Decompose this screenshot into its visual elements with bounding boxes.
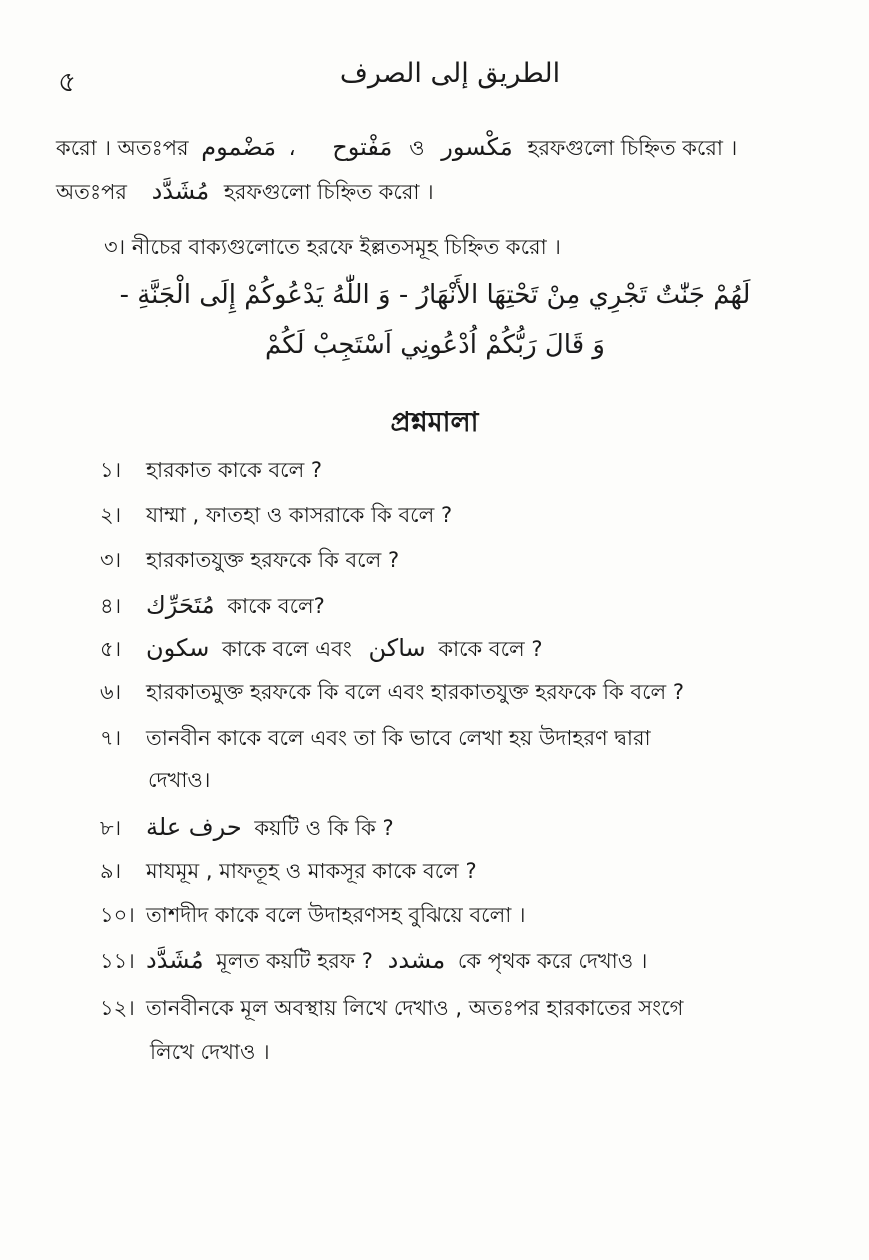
question-continuation: দেখাও। <box>148 768 211 792</box>
page-header <box>0 50 869 100</box>
intro-text: অতঃপর <box>56 180 127 204</box>
question-item <box>100 945 647 976</box>
arabic-verse-1: لَهُمْ جَنّٰتٌ تَجْرِي مِنْ تَحْتِهَا الأَنْهَارُ - وَ اللّٰهُ يَدْعُوكُمْ إِلَى الْجَنَّةِ - <box>119 280 751 310</box>
intro-text: হরফগুলো চিহ্নিত করো । <box>223 180 434 204</box>
question-number: ২। <box>100 503 122 527</box>
arabic-term: مُشَدَّد <box>146 946 204 974</box>
question-number: ১২। <box>100 996 135 1020</box>
arabic-term: ساكن <box>368 634 426 662</box>
question-text: মূলত কয়টি হরফ ? <box>216 949 373 973</box>
question-item <box>100 723 651 753</box>
section-title: প্রশ্নমালা <box>390 407 479 438</box>
question-number: ৪। <box>100 594 122 618</box>
question-text: যাম্মা , ফাতহা ও কাসরাকে কি বলে ? <box>146 503 453 527</box>
question-text: হারকাত কাকে বলে ? <box>146 458 323 482</box>
question-text: কয়টি ও কি কি ? <box>254 816 394 840</box>
question-number: ৮। <box>100 816 122 840</box>
question-item <box>100 545 399 575</box>
intro-line-2 <box>56 176 434 207</box>
question-item <box>100 993 683 1023</box>
question-number: ১০। <box>100 903 135 927</box>
question-continuation: লিখে দেখাও । <box>150 1040 270 1064</box>
arabic-word: مَضْموم <box>201 133 277 161</box>
intro-line-1 <box>56 132 737 163</box>
question-number: ৯। <box>100 859 122 883</box>
question-number: ১। <box>100 458 122 482</box>
question-number: ৭। <box>100 726 122 750</box>
intro-text: হরফগুলো চিহ্নিত করো । <box>527 136 738 160</box>
question-number: ৬। <box>100 680 122 704</box>
question-text: কে পৃথক করে দেখাও । <box>457 949 648 973</box>
question-number: ৩। <box>100 548 122 572</box>
intro-text: ، <box>288 136 296 160</box>
arabic-term: حرف علة <box>146 813 242 841</box>
question-text: কাকে বলে এবং <box>222 637 352 661</box>
question-text: কাকে বলে ? <box>438 637 543 661</box>
page-number: ৫ <box>58 65 77 98</box>
running-title: الطريق إلى الصرف <box>339 58 561 89</box>
question-number: ৫। <box>100 637 122 661</box>
question-item <box>100 500 452 530</box>
question-text: হারকাতযুক্ত হরফকে কি বলে ? <box>146 548 400 572</box>
question-text: মাযমূম , মাফতূহ ও মাকসূর কাকে বলে ? <box>146 859 477 883</box>
question-item <box>100 900 526 930</box>
exercise-3: ৩। নীচের বাক্যগুলোতে হরফে ইল্লতসমূহ চিহ্নিত করো । <box>104 235 561 259</box>
question-text: তানবীনকে মূল অবস্থায় লিখে দেখাও , অতঃপর হারকাতের সংগে <box>146 996 684 1020</box>
arabic-term: مُتَحَرِّك <box>146 591 215 619</box>
question-text: তাশদীদ কাকে বলে উদাহরণসহ বুঝিয়ে বলো । <box>146 903 526 927</box>
question-item <box>100 677 684 707</box>
question-text: হারকাতমুক্ত হরফকে কি বলে এবং হারকাতযুক্ত হরফকে কি বলে ? <box>146 680 684 704</box>
question-item <box>100 633 543 664</box>
question-item <box>100 856 477 886</box>
arabic-term: مشدد <box>387 946 446 974</box>
arabic-word: مَفْتوح <box>332 133 393 161</box>
question-number: ১১। <box>100 949 135 973</box>
question-item <box>100 455 322 485</box>
arabic-word: مُشَدَّد <box>151 177 210 205</box>
arabic-verse-2: وَ قَالَ رَبُّكُمْ اُدْعُونِي اَسْتَجِبْ لَكُمْ <box>265 330 605 360</box>
question-text: কাকে বলে? <box>227 594 325 618</box>
question-item <box>100 590 325 621</box>
intro-text: করো । অতঃপর <box>56 136 189 160</box>
arabic-term: سكون <box>146 634 210 662</box>
intro-text: ও <box>409 136 425 160</box>
question-text: তানবীন কাকে বলে এবং তা কি ভাবে লেখা হয় উদাহরণ দ্বারা <box>146 726 651 750</box>
arabic-word: مَكْسور <box>441 133 513 161</box>
question-item <box>100 812 394 843</box>
